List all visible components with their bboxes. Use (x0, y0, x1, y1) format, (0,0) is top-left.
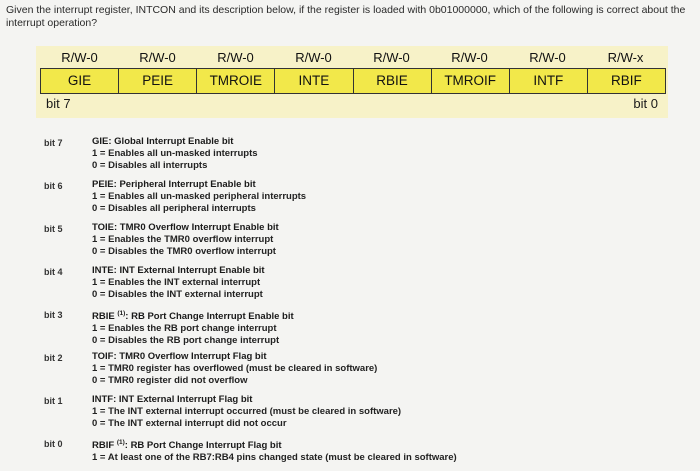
bit-label: bit 6 (44, 181, 63, 191)
bit-line: 1 = The INT external interrupt occurred (must be cleared in software) (92, 406, 402, 417)
footnote-marker: (1) (117, 310, 126, 317)
access-row (36, 50, 668, 68)
bit-line: 1 = Enables the TMR0 overflow interrupt (92, 234, 274, 245)
bit-line: 1 = Enables all un-masked interrupts (92, 148, 258, 159)
register-table (36, 46, 668, 118)
bit-label: bit 2 (44, 353, 63, 363)
bit-line: 0 = Disables the TMR0 overflow interrupt (92, 246, 276, 257)
access-label: R/W-0 (139, 50, 176, 65)
bit-label: bit 0 (44, 439, 63, 449)
bit-line: 1 = At least one of the RB7:RB4 pins changed state (must be cleared in software) (92, 452, 457, 464)
bit-label: bit 5 (44, 224, 63, 234)
bit-label: bit 3 (44, 310, 63, 320)
bit-line: 1 = Enables the INT external interrupt (92, 277, 261, 288)
footnote-marker: (1) (116, 439, 125, 446)
access-label: R/W-0 (61, 50, 98, 65)
bit-title: PEIE: Peripheral Interrupt Enable bit (92, 179, 256, 190)
bit-title: INTF: INT External Interrupt Flag bit (92, 394, 253, 405)
bit-name-cell: PEIE (119, 69, 197, 93)
access-label: R/W-0 (373, 50, 410, 65)
bit-line: 1 = Enables all un-masked peripheral interrupts (92, 191, 307, 202)
access-label: R/W-x (607, 50, 644, 65)
bit-label: bit 7 (44, 138, 63, 148)
bit-line: 0 = TMR0 register did not overflow (92, 375, 248, 386)
bit-name-cell: INTF (510, 69, 588, 93)
bit-line: 0 = Disables the RB port change interrupt (92, 335, 280, 347)
question-text: Given the interrupt register, INTCON and its description below, if the register is loaded with 0b01000000, which of the following is correct about the interrupt operation? (6, 4, 686, 29)
bit-line: 0 = Disables the INT external interrupt (92, 289, 263, 300)
bit-line: 1 = TMR0 register has overflowed (must be cleared in software) (92, 363, 378, 374)
bit-name-cell: TMROIE (197, 69, 275, 93)
bit-low-label: bit 0 (633, 96, 658, 111)
bit-line: 0 = The INT external interrupt did not occur (92, 418, 287, 429)
access-label: R/W-0 (451, 50, 488, 65)
access-label: R/W-0 (295, 50, 332, 65)
bit-name-cell: RBIF (611, 73, 642, 88)
bit-label: bit 4 (44, 267, 63, 277)
bit-line: 0 = Disables all interrupts (92, 160, 208, 171)
bit-label: bit 1 (44, 396, 63, 406)
bit-name-cell: RBIE (354, 69, 432, 93)
bit-title: RBIF $^{(1)}$: RB Port Change Interrupt Flag bit (92, 439, 282, 452)
bit-line: 1 = Enables the RB port change interrupt (92, 323, 277, 335)
bit-name-cell: TMROIF (432, 69, 510, 93)
bit-title: INTE: INT External Interrupt Enable bit (92, 265, 265, 276)
access-label: R/W-0 (217, 50, 254, 65)
bit-title: GIE: Global Interrupt Enable bit (92, 136, 234, 147)
access-label: R/W-0 (529, 50, 566, 65)
bit-title: TOIF: TMR0 Overflow Interrupt Flag bit (92, 351, 267, 362)
bit-high-label: bit 7 (46, 96, 71, 111)
bit-name-cell: INTE (275, 69, 353, 93)
bit-line: 0 = Disables all peripheral interrupts (92, 203, 256, 214)
bit-name-row (40, 68, 666, 94)
bit-name-cell: GIE (41, 69, 119, 93)
bit-title: RBIE $^{(1)}$: RB Port Change Interrupt Enable bit (92, 310, 294, 323)
bit-title: TOIE: TMR0 Overflow Interrupt Enable bit (92, 222, 279, 233)
